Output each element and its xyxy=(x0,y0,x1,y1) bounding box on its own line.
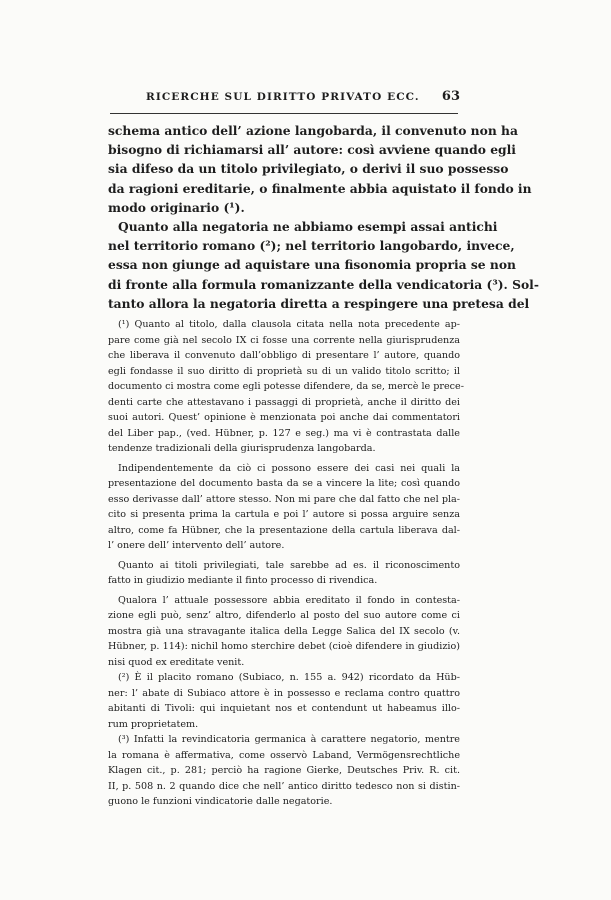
footnote-line: guono le funzioni vindicatorie dalle negatorie. xyxy=(108,796,333,807)
footnote-line: (³) Infatti la revindicatoria germanica à carattere negatorio, mentre xyxy=(118,734,460,745)
footnote-line: II, p. 508 n. 2 quando dice che nell’ antico diritto tedesco non si distin- xyxy=(108,780,460,792)
footnote-line: Indipendentemente da ciò ci possono essere dei casi nei quali la xyxy=(118,462,460,474)
text-line: sia difeso da un titolo privilegiato, o derivi il suo possesso xyxy=(108,161,509,177)
footnote-line: che liberava il convenuto dall’obbligo di presentare l’ autore, quando xyxy=(108,350,460,361)
text-line: bisogno di richiamarsi all’ autore: così avviene quando egli xyxy=(108,142,516,158)
footnote-line: (¹) Quanto al titolo, dalla clausola citata nella nota precedente ap- xyxy=(118,319,460,330)
text-line: da ragioni ereditarie, o finalmente abbia aquistato il fondo in xyxy=(108,180,532,196)
footnote-line: Qualora l’ attuale possessore abbia ereditato il fondo in contesta- xyxy=(118,594,460,606)
footnote-line: Quanto ai titoli privilegiati, tale sarebbe ad es. il riconoscimento xyxy=(118,559,460,571)
footnote-line: presentazione del documento basta da se a vincere la lite; così quando xyxy=(108,478,460,489)
text-line: tanto allora la negatoria diretta a respingere una pretesa del xyxy=(108,295,530,311)
footnote-line: (²) È il placito romano (Subiaco, n. 155 a. 942) ricordato da Hüb- xyxy=(118,672,460,683)
footnote-line: nisi quod ex ereditate venit. xyxy=(108,656,245,668)
footnote-line: mostra già una stravagante italica della Legge Salica del IX secolo (v. xyxy=(108,625,460,637)
main-text xyxy=(108,121,539,313)
text-line: essa non giunge ad aquistare una fisonomia propria se non xyxy=(108,257,516,273)
footnote-line: la romana è affermativa, come osservò Laband, Vermögensrechtliche xyxy=(108,749,460,761)
footnote-line: altro, come fa Hübner, che la presentazione della cartula liberava dal- xyxy=(108,524,460,536)
footnote-line: rum proprietatem. xyxy=(108,718,199,730)
footnote-line: denti carte che attestavano i passaggi di proprietà, anche il diritto dei xyxy=(108,396,460,408)
footnote-line: tendenze tradizionali della giurisprudenza langobarda. xyxy=(108,443,376,454)
text-line: modo originario (¹). xyxy=(108,199,245,215)
footnotes xyxy=(108,317,464,810)
header-rule xyxy=(110,113,458,114)
footnote-line: pare come già nel secolo IX ci fosse una corrente nella giurisprudenza xyxy=(108,334,460,346)
footnote-line: l’ onere dell’ intervento dell’ autore. xyxy=(108,540,285,551)
text-line: nel territorio romano (²); nel territorio langobardo, invece, xyxy=(108,238,515,254)
footnote-line: Hübner, p. 114): nichil homo sterchire debet (cioè difendere in giudizio) xyxy=(108,641,460,652)
running-title: RICERCHE SUL DIRITTO PRIVATO ECC. xyxy=(146,91,420,103)
footnote-line: Klagen cit., p. 281; perciò ha ragione Gierke, Deutsches Priv. R. cit. xyxy=(108,765,460,776)
footnote-line: documento ci mostra come egli potesse difendere, da se, mercè le prece- xyxy=(108,381,464,392)
footnote-line: fatto in giudizio mediante il finto processo di rivendica. xyxy=(108,575,378,586)
footnote-line: abitanti di Tivoli: qui inquietant nos et contendunt ut habeamus illo- xyxy=(108,703,460,714)
footnote-line: del Liber pap., (ved. Hübner, p. 127 e seg.) ma vi è contrastata dalle xyxy=(108,427,460,439)
text-line: di fronte alla formula romanizzante della vendicatoria (³). Sol- xyxy=(108,276,539,292)
footnote-line: zione egli può, senz’ altro, difenderlo al posto del suo autore come ci xyxy=(108,610,460,621)
footnote-line: suoi autori. Quest’ opinione è menzionata poi anche dai commentatori xyxy=(108,412,460,423)
page-header xyxy=(108,89,460,109)
footnote-line: egli fondasse il suo diritto di proprietà su di un valido titolo scritto; il xyxy=(108,365,460,377)
text-line: Quanto alla negatoria ne abbiamo esempi assai antichi xyxy=(118,219,498,235)
text-line: schema antico dell’ azione langobarda, il convenuto non ha xyxy=(108,123,518,138)
footnote-line: ner: l’ abate di Subiaco attore è in possesso e reclama contro quattro xyxy=(108,687,460,699)
footnote-line: esso derivasse dall’ attore stesso. Non mi pare che dal fatto che nel pla- xyxy=(108,493,460,505)
page-number: 63 xyxy=(441,89,460,104)
footnote-line: cito si presenta prima la cartula e poi l’ autore si possa arguire senza xyxy=(108,509,460,520)
